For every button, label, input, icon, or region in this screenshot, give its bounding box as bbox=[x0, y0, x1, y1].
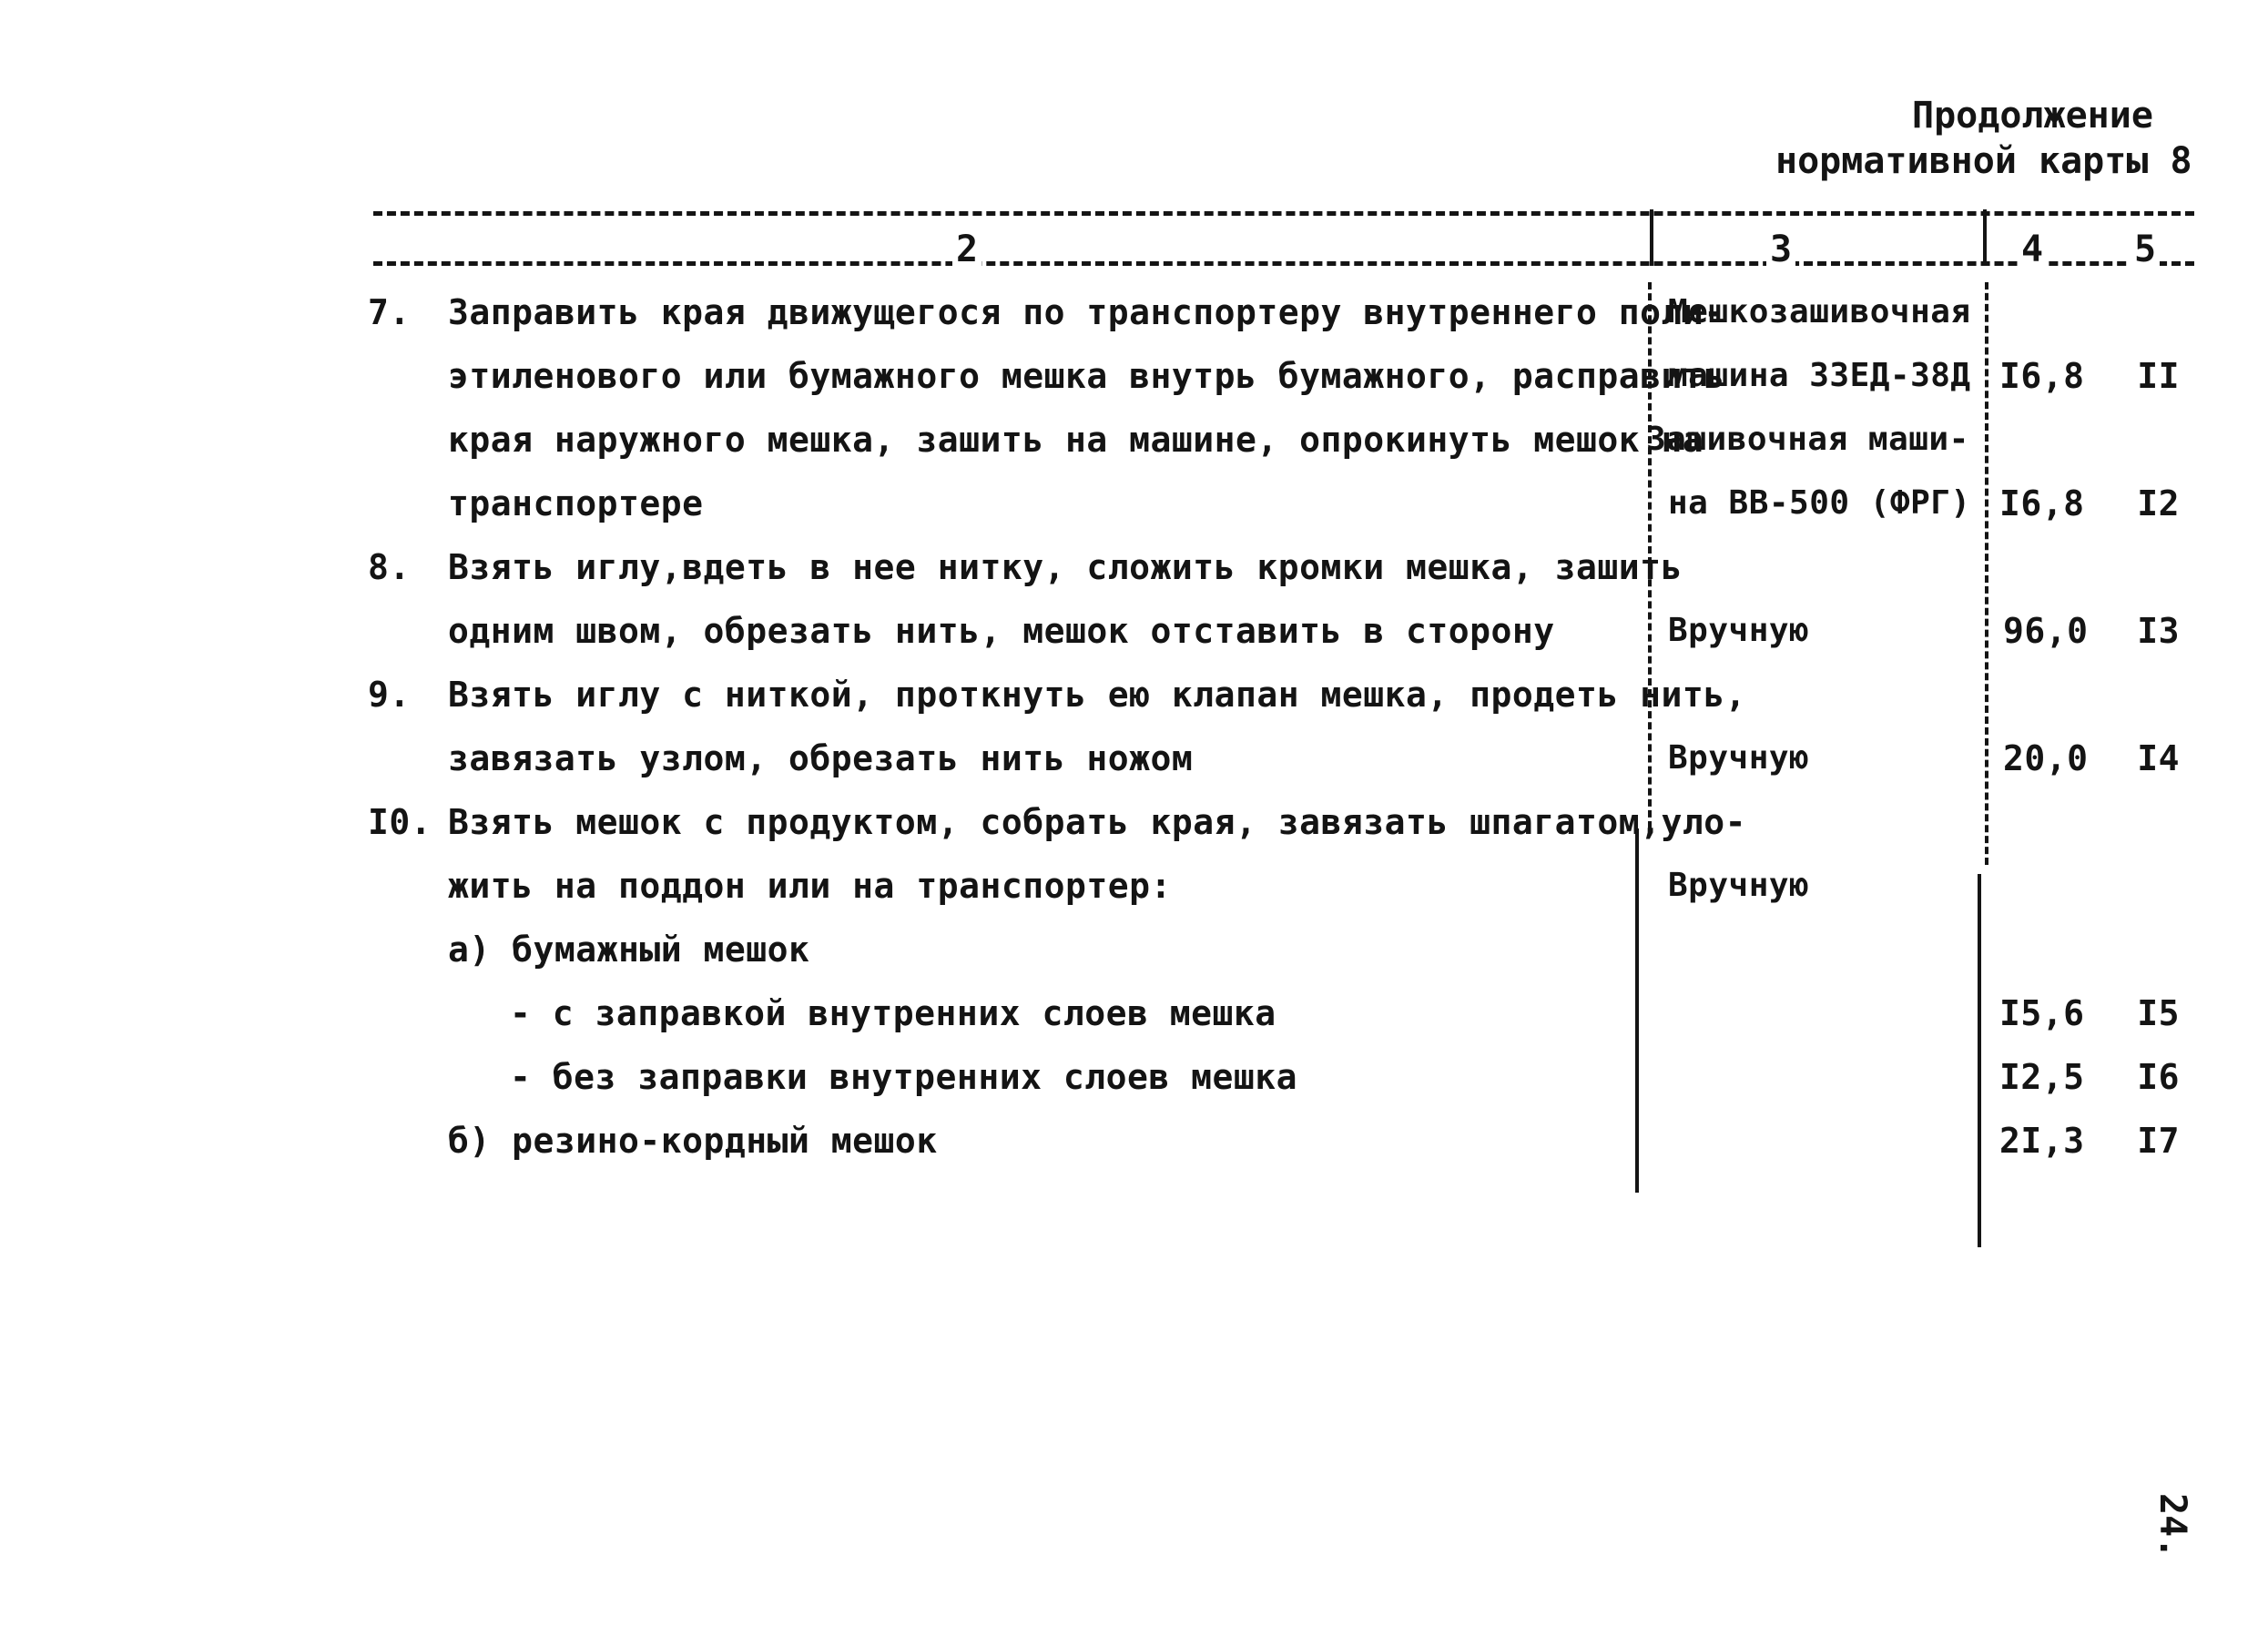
column-separator-2-3-lower bbox=[1635, 828, 1639, 1193]
row-code-8: I4 bbox=[2137, 738, 2180, 778]
row-text-8: завязать узлом, обрезать нить ножом bbox=[448, 738, 1194, 778]
row-text-13: - без заправки внутренних слоев мешка bbox=[510, 1057, 1297, 1097]
row-text-6: одним швом, обрезать нить, мешок отставить в сторону bbox=[448, 611, 1555, 651]
row-text-9: Взять мешок с продуктом, собрать края, завязать шпагатом,уло- bbox=[448, 802, 1747, 842]
row-text-11: а) бумажный мешок bbox=[448, 930, 810, 970]
row-equip-8: Вручную bbox=[1668, 739, 1810, 777]
item-number-9: 9. bbox=[368, 675, 411, 715]
row-equip-10: Вручную bbox=[1668, 867, 1810, 904]
row-norm-13: I2,5 bbox=[1999, 1057, 2085, 1097]
item-number-7: 7. bbox=[368, 292, 411, 332]
row-text-3: края наружного мешка, зашить на машине, опрокинуть мешок на bbox=[448, 420, 1704, 460]
row-norm-8: 20,0 bbox=[2003, 738, 2089, 778]
row-text-7: Взять иглу с ниткой, проткнуть ею клапан мешка, продеть нить, bbox=[448, 675, 1747, 715]
row-norm-12: I5,6 bbox=[1999, 993, 2085, 1033]
continuation-line-2: нормативной карты 8 bbox=[1775, 140, 2192, 182]
row-code-6: I3 bbox=[2137, 611, 2180, 651]
header-col-5: 5 bbox=[2131, 228, 2160, 271]
row-code-12: I5 bbox=[2137, 993, 2180, 1033]
row-equip-6: Вручную bbox=[1668, 612, 1810, 649]
row-text-14: б) резино-кордный мешок bbox=[448, 1121, 938, 1161]
header-rule-bottom bbox=[373, 261, 2194, 266]
column-separator-3-4 bbox=[1983, 209, 1987, 266]
row-norm-6: 96,0 bbox=[2003, 611, 2089, 651]
row-text-5: Взять иглу,вдеть в нее нитку, сложить кромки мешка, зашить bbox=[448, 547, 1683, 587]
item-number-8: 8. bbox=[368, 547, 411, 587]
row-code-2: II bbox=[2137, 356, 2180, 396]
column-separator-3-4-lower bbox=[1978, 874, 1981, 1247]
row-equip-3: Зашивочная маши- bbox=[1646, 421, 1969, 458]
row-equip-1: Мешкозашивочная bbox=[1668, 293, 1971, 330]
row-code-4: I2 bbox=[2137, 483, 2180, 523]
item-number-10: I0. bbox=[368, 802, 432, 842]
row-norm-14: 2I,3 bbox=[1999, 1121, 2085, 1161]
column-separator-2-3 bbox=[1650, 209, 1653, 266]
header-col-4: 4 bbox=[2018, 228, 2047, 271]
column-separator-3-4-body bbox=[1985, 282, 1988, 865]
row-text-2: этиленового или бумажного мешка внутрь бумажного, расправить bbox=[448, 356, 1725, 396]
header-rule-top bbox=[373, 211, 2194, 216]
row-norm-4: I6,8 bbox=[1999, 483, 2085, 523]
header-col-2: 2 bbox=[952, 228, 981, 271]
row-code-14: I7 bbox=[2137, 1121, 2180, 1161]
row-text-10: жить на поддон или на транспортер: bbox=[448, 866, 1172, 906]
row-text-12: - с заправкой внутренних слоев мешка bbox=[510, 993, 1276, 1033]
row-code-13: I6 bbox=[2137, 1057, 2180, 1097]
continuation-line-1: Продолжение bbox=[1912, 95, 2153, 137]
header-col-3: 3 bbox=[1766, 228, 1795, 271]
row-text-4: транспортере bbox=[448, 483, 704, 523]
row-text-1: Заправить края движущегося по транспортеру внутреннего поли- bbox=[448, 292, 1725, 332]
row-norm-2: I6,8 bbox=[1999, 356, 2085, 396]
row-equip-4: на ВВ-500 (ФРГ) bbox=[1668, 484, 1971, 522]
page-number: 24. bbox=[2151, 1493, 2193, 1560]
row-equip-2: машина 33ЕД-38Д bbox=[1668, 357, 1971, 394]
